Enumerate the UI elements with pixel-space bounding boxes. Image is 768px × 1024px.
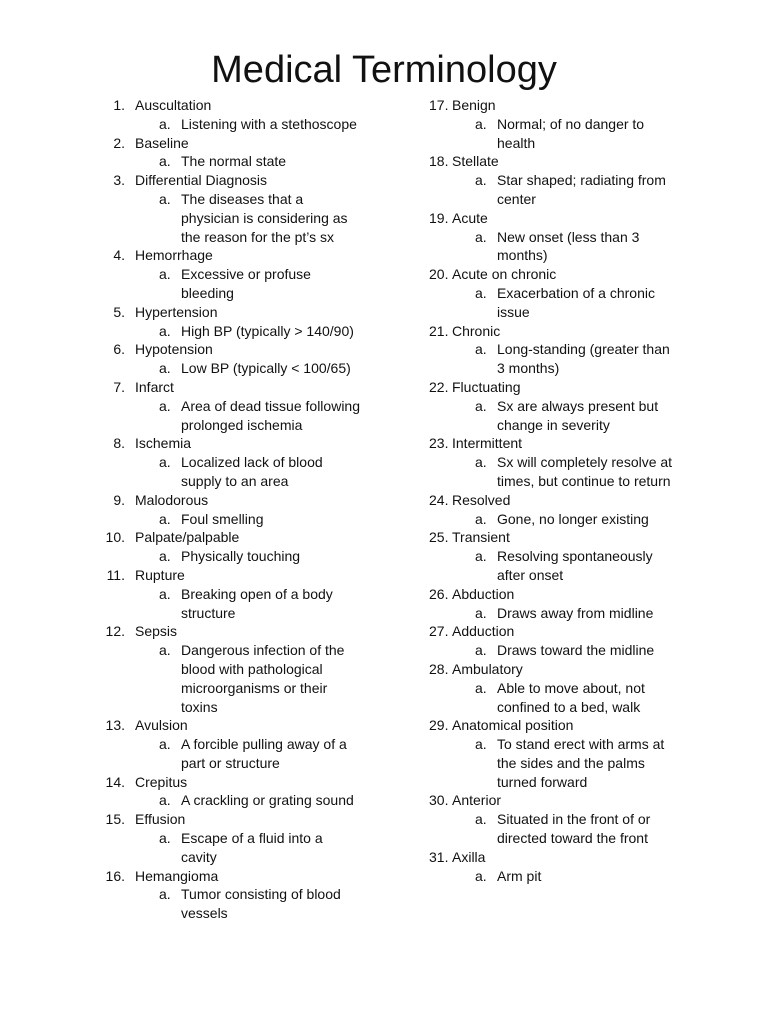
- definition-text: Resolving spontaneously after onset: [497, 548, 653, 583]
- term-definition: [384, 284, 768, 322]
- definition-text: A crackling or grating sound: [181, 792, 354, 809]
- definition-letter: a.: [475, 510, 487, 527]
- term-label: Malodorous: [135, 491, 209, 508]
- term-item: [384, 434, 768, 453]
- definition-text: Escape of a fluid into a cavity: [181, 830, 323, 865]
- term-label: Baseline: [135, 134, 189, 151]
- term-item: [384, 265, 768, 284]
- term-definition: [0, 152, 384, 171]
- term-label: Auscultation: [135, 97, 212, 113]
- term-label: Anatomical position: [452, 717, 574, 734]
- term-label: Benign: [452, 97, 496, 113]
- term-item: [0, 773, 384, 792]
- definition-letter: a.: [475, 642, 487, 659]
- term-label: Chronic: [452, 322, 501, 339]
- term-label: Palpate/palpable: [135, 529, 240, 546]
- term-item: [384, 322, 768, 341]
- term-label: Rupture: [135, 566, 185, 583]
- term-number: 12.: [105, 623, 125, 640]
- definition-letter: a.: [159, 510, 171, 527]
- term-number: 18.: [429, 153, 449, 170]
- term-definition: [384, 735, 768, 791]
- term-label: Ischemia: [135, 435, 192, 452]
- term-label: Acute on chronic: [452, 266, 557, 283]
- term-number: 11.: [106, 566, 125, 583]
- term-definition: [0, 735, 384, 773]
- definition-letter: a.: [159, 360, 171, 377]
- term-number: 26.: [429, 585, 449, 602]
- term-item: [384, 622, 768, 641]
- definition-letter: a.: [159, 736, 171, 753]
- term-label: Hypertension: [135, 303, 218, 320]
- definition-text: High BP (typically > 140/90): [181, 322, 354, 339]
- term-number: 29.: [429, 717, 449, 734]
- definition-text: Excessive or profuse bleeding: [181, 266, 311, 301]
- term-number: 10.: [105, 529, 125, 546]
- definition-letter: a.: [475, 679, 487, 696]
- term-number: 15.: [105, 811, 125, 828]
- term-definition: [0, 359, 384, 378]
- page-title: Medical Terminology: [211, 49, 557, 91]
- term-label: Crepitus: [135, 773, 188, 790]
- definition-letter: a.: [159, 454, 171, 471]
- definition-letter: a.: [159, 153, 171, 170]
- term-definition: [384, 679, 768, 717]
- definition-letter: a.: [159, 190, 171, 207]
- term-definition: [0, 397, 384, 435]
- term-label: Fluctuating: [452, 378, 521, 395]
- term-definition: [0, 829, 384, 867]
- definition-text: The normal state: [181, 153, 287, 170]
- term-number: 13.: [105, 717, 125, 734]
- term-definition: [384, 510, 768, 529]
- term-label: Hemorrhage: [135, 247, 213, 264]
- term-item: [384, 209, 768, 228]
- term-number: 22.: [429, 378, 449, 395]
- term-number: 7.: [113, 378, 125, 395]
- term-definition: [384, 340, 768, 378]
- definition-letter: a.: [475, 397, 487, 414]
- definition-text: Draws away from midline: [497, 604, 654, 621]
- term-number: 9.: [113, 491, 125, 508]
- definition-letter: a.: [475, 115, 487, 132]
- definition-letter: a.: [159, 266, 171, 283]
- term-definition: [384, 228, 768, 266]
- definition-text: Localized lack of blood supply to an area: [181, 454, 323, 489]
- definition-letter: a.: [475, 548, 487, 565]
- term-label: Avulsion: [135, 717, 188, 734]
- term-definition: [384, 397, 768, 435]
- term-definition: [0, 510, 384, 529]
- definition-letter: a.: [159, 792, 171, 809]
- definition-letter: a.: [159, 548, 171, 565]
- definition-text: Arm pit: [497, 867, 542, 884]
- term-item: [0, 134, 384, 153]
- term-item: [384, 791, 768, 810]
- term-item: [384, 152, 768, 171]
- term-definition: [384, 171, 768, 209]
- definition-text: Breaking open of a body structure: [181, 585, 333, 621]
- term-number: 4.: [113, 247, 125, 264]
- definition-text: Situated in the front of or directed toward the front: [497, 811, 651, 847]
- definition-text: Low BP (typically < 100/65): [181, 360, 351, 377]
- term-item: [0, 622, 384, 641]
- definition-letter: a.: [475, 867, 487, 884]
- term-definition: [0, 885, 384, 923]
- definition-text: Normal; of no danger to health: [497, 115, 645, 151]
- term-number: 1.: [113, 97, 125, 113]
- definition-text: The diseases that a physician is considering as the reason for the pt’s sx: [181, 190, 348, 245]
- definition-text: Star shaped; radiating from center: [497, 172, 666, 207]
- definition-text: A forcible pulling away of a part or structure: [181, 736, 347, 771]
- term-item: [0, 96, 384, 115]
- definition-text: Exacerbation of a chronic issue: [497, 284, 655, 320]
- term-label: Resolved: [452, 491, 511, 508]
- term-label: Acute: [452, 209, 488, 226]
- term-definition: [0, 547, 384, 566]
- term-number: 25.: [429, 529, 449, 546]
- term-item: [0, 566, 384, 585]
- term-item: [0, 810, 384, 829]
- definition-text: Area of dead tissue following prolonged ischemia: [181, 397, 360, 433]
- term-number: 21.: [429, 322, 449, 339]
- term-definition: [0, 322, 384, 341]
- term-label: Transient: [452, 529, 510, 546]
- definition-letter: a.: [475, 811, 487, 828]
- definition-letter: a.: [159, 322, 171, 339]
- term-definition: [384, 641, 768, 660]
- term-definition: [384, 867, 768, 886]
- term-number: 30.: [429, 792, 449, 809]
- term-number: 14.: [105, 773, 125, 790]
- term-label: Infarct: [135, 378, 174, 395]
- term-item: [384, 585, 768, 604]
- term-item: [0, 491, 384, 510]
- term-item: [0, 171, 384, 190]
- definition-text: Tumor consisting of blood vessels: [181, 886, 341, 922]
- term-number: 5.: [113, 303, 125, 320]
- definition-text: Gone, no longer existing: [497, 510, 649, 527]
- definition-text: Sx will completely resolve at times, but continue to return: [497, 454, 673, 489]
- term-definition: [0, 115, 384, 134]
- term-label: Hypotension: [135, 341, 213, 358]
- definition-letter: a.: [475, 604, 487, 621]
- term-item: [0, 716, 384, 735]
- term-item: [0, 246, 384, 265]
- term-number: 3.: [113, 172, 125, 189]
- term-label: Ambulatory: [452, 660, 523, 677]
- definition-text: New onset (less than 3 months): [497, 228, 640, 264]
- definition-letter: a.: [475, 454, 487, 471]
- term-label: Adduction: [452, 623, 515, 640]
- term-number: 23.: [429, 435, 449, 452]
- term-label: Abduction: [452, 585, 515, 602]
- term-number: 19.: [429, 209, 449, 226]
- term-item: [0, 528, 384, 547]
- term-definition: [0, 585, 384, 623]
- term-label: Intermittent: [452, 435, 523, 452]
- term-label: Sepsis: [135, 623, 178, 640]
- definition-letter: a.: [475, 341, 487, 358]
- definition-letter: a.: [159, 830, 171, 847]
- term-item: [384, 716, 768, 735]
- term-definition: [384, 115, 768, 153]
- definition-text: Foul smelling: [181, 510, 264, 527]
- term-definition: [0, 190, 384, 246]
- term-item: [384, 660, 768, 679]
- term-number: 6.: [113, 341, 125, 358]
- definition-text: Listening with a stethoscope: [181, 115, 357, 132]
- term-label: Stellate: [452, 153, 499, 170]
- definition-letter: a.: [475, 228, 487, 245]
- term-number: 27.: [429, 623, 449, 640]
- term-item: [0, 867, 384, 886]
- term-list-left: [0, 96, 384, 923]
- definition-letter: a.: [475, 172, 487, 189]
- term-definition: [384, 453, 768, 491]
- term-number: 17.: [429, 97, 449, 113]
- definition-letter: a.: [475, 736, 487, 753]
- term-definition: [0, 641, 384, 716]
- definition-text: Sx are always present but change in severity: [497, 397, 659, 433]
- term-number: 16.: [105, 867, 125, 884]
- term-item: [384, 528, 768, 547]
- definition-text: Long-standing (greater than 3 months): [497, 341, 670, 377]
- term-number: 31.: [429, 848, 449, 865]
- term-label: Hemangioma: [135, 867, 219, 884]
- term-item: [0, 303, 384, 322]
- definition-letter: a.: [475, 284, 487, 301]
- term-item: [0, 378, 384, 397]
- definition-letter: a.: [159, 397, 171, 414]
- definition-text: Physically touching: [181, 548, 301, 565]
- definition-letter: a.: [159, 642, 171, 659]
- term-list-right: [384, 96, 768, 885]
- term-item: [384, 96, 768, 115]
- definition-text: Draws toward the midline: [497, 642, 655, 659]
- definition-letter: a.: [159, 115, 171, 132]
- term-item: [0, 434, 384, 453]
- term-label: Anterior: [452, 792, 502, 809]
- term-definition: [0, 265, 384, 303]
- term-label: Effusion: [135, 811, 186, 828]
- definition-text: To stand erect with arms at the sides and the palms turned forward: [497, 736, 665, 790]
- term-number: 2.: [113, 134, 125, 151]
- term-item: [384, 491, 768, 510]
- term-number: 20.: [429, 266, 449, 283]
- term-item: [384, 378, 768, 397]
- term-number: 8.: [113, 435, 125, 452]
- definition-text: Able to move about, not confined to a bed, walk: [497, 679, 645, 715]
- term-label: Differential Diagnosis: [135, 172, 268, 189]
- term-number: 28.: [429, 660, 449, 677]
- term-definition: [0, 791, 384, 810]
- term-number: 24.: [429, 491, 449, 508]
- definition-letter: a.: [159, 886, 171, 903]
- definition-text: Dangerous infection of the blood with pathological microorganisms or their toxins: [181, 642, 345, 715]
- term-item: [384, 848, 768, 867]
- term-item: [0, 340, 384, 359]
- term-definition: [384, 547, 768, 585]
- term-label: Axilla: [452, 848, 486, 865]
- definition-letter: a.: [159, 585, 171, 602]
- term-definition: [384, 604, 768, 623]
- term-definition: [0, 453, 384, 491]
- term-definition: [384, 810, 768, 848]
